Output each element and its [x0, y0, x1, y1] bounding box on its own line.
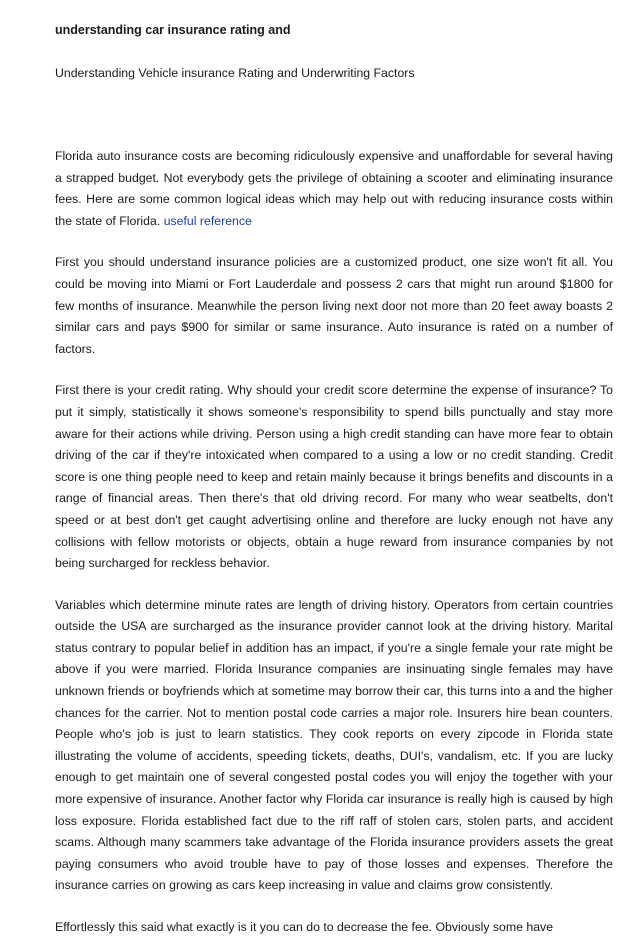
paragraph-credit-rating: First there is your credit rating. Why should your credit score determine the expense of insurance? To put it simply, statistically it shows someone's responsibility to spend bills punctually and stay more aware for their actions while driving. Person using a high credit standing can have more fear to obtain driving of the car if they're intoxicated when compared to a using a low or no credit standing. Credit score is one thing people need to keep and retain mainly because it brings benefits and discounts in a range of financial areas. Then there's that old driving record. For many who wear seatbelts, don't speed or at best don't get caught advertising online and therefore are lucky enough not have any collisions with fellow motorists or objects, obtain a huge reward from insurance companies by not being surcharged for reckless behavior.: [55, 383, 613, 571]
document-subtitle: Understanding Vehicle insurance Rating and Underwriting Factors: [55, 66, 415, 80]
paragraph-florida-costs: [55, 146, 613, 232]
paragraph-text: Florida auto insurance costs are becoming ridiculously expensive and unaffordable for several having a strapped budget. Not everybody gets the privilege of obtaining a scooter and eliminating insurance fees. Here are some common logical ideas which may help out with reducing insurance costs within the state of Florida.: [55, 149, 613, 228]
useful-reference-link[interactable]: useful reference: [163, 213, 252, 228]
paragraph-customized-product: First you should understand insurance policies are a customized product, one size won't fit all. You could be moving into Miami or Fort Lauderdale and possess 2 cars that might run around $1800 for few months of insurance. Meanwhile the person living next door not more than 20 feet away boasts 2 similar cars and pays $900 for similar or same insurance. Auto insurance is rated on a number of factors.: [55, 255, 613, 356]
document-page: [55, 22, 613, 939]
document-title: understanding car insurance rating and: [55, 23, 291, 37]
paragraph-variables: Variables which determine minute rates are length of driving history. Operators from certain countries outside the USA are surcharged as the insurance provider cannot look at the driving history. Marital status contrary to popular belief in addition has an impact, if you're a single female your rate might be above if you were married. Florida Insurance companies are insinuating single females may have unknown friends or boyfriends which at sometime may borrow their car, this turns into a and the higher chances for the carrier. Not to mention postal code carries a major role. Insurers hire bean counters. People who's job is just to learn statistics. They cook reports on every zipcode in Florida state illustrating the volume of accidents, speeding tickets, deaths, DUI's, vandalism, etc. If you are lucky enough to get maintain one of several congested postal codes you will enjoy the together with your more expensive of insurance. Another factor why Florida car insurance is really high is caused by high loss exposure. Florida established fact due to the riff raff of stolen cars, stolen parts, and accident scams. Although many scammers take advantage of the Florida insurance providers assets the great paying consumers who avoid trouble have to pay of those losses and expenses. Therefore the insurance carries on growing as cars keep increasing in value and claims grow consistently.: [55, 597, 613, 893]
paragraph-decrease-fee: Effortlessly this said what exactly is it you can do to decrease the fee. Obviously some have: [55, 920, 554, 934]
